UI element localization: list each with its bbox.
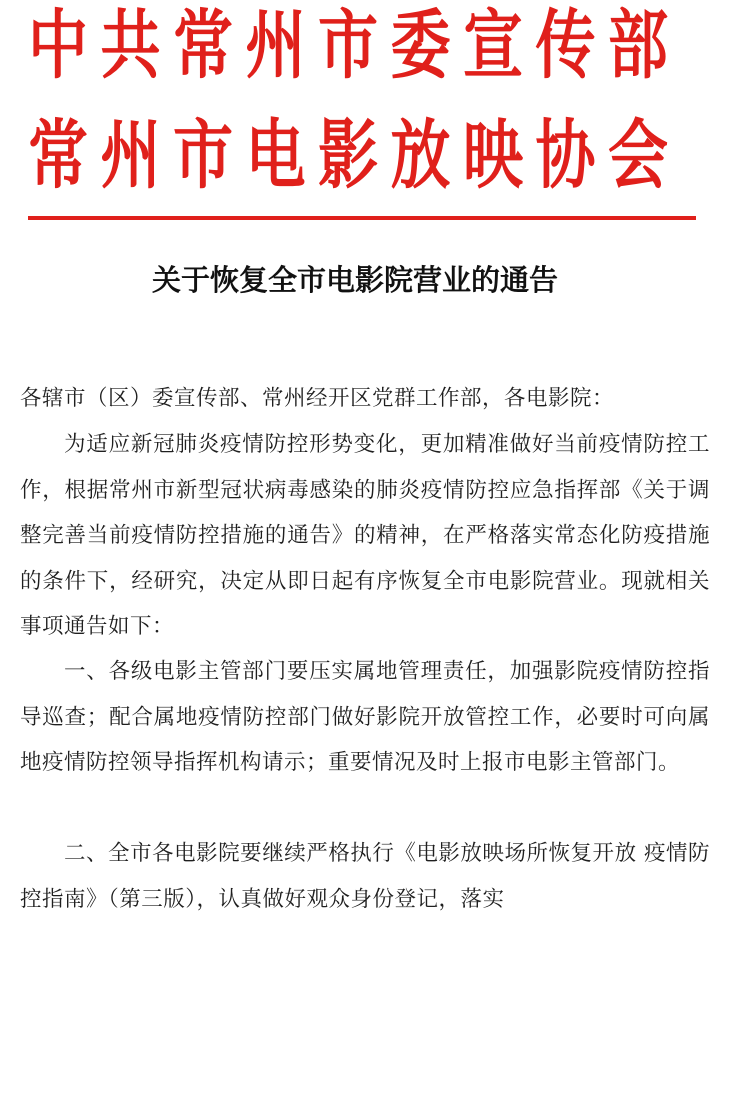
letterhead-char: 影: [318, 112, 378, 200]
letterhead-char: 宣: [463, 2, 523, 90]
letterhead-char: 会: [608, 112, 668, 200]
letterhead-line-2: [28, 112, 668, 200]
letterhead-char: 映: [463, 112, 523, 200]
letterhead-char: 委: [390, 2, 451, 90]
letterhead-char: 部: [608, 2, 668, 90]
letterhead-char: 共: [100, 2, 161, 90]
letterhead-char: 协: [535, 112, 596, 200]
letterhead-char: 州: [100, 112, 161, 200]
letterhead-line-1: [28, 2, 668, 90]
letterhead-char: 中: [28, 2, 88, 90]
letterhead-char: 市: [173, 112, 233, 200]
paragraph-item-1: 一、各级电影主管部门要压实属地管理责任，加强影院疫情防控指导巡查；配合属地疫情防控部门做好影院开放管控工作，必要时可向属地疫情防控领导指挥机构请示；重要情况及时上报市电影主管部门。: [20, 659, 710, 775]
letterhead-char: 放: [390, 112, 451, 200]
letterhead-char: 常: [173, 2, 233, 90]
letterhead-divider: [28, 216, 696, 220]
document-title: 关于恢复全市电影院营业的通告: [151, 263, 558, 297]
salutation: 各辖市（区）委宣传部、常州经开区党群工作部，各电影院：: [20, 386, 615, 411]
letterhead-char: 州: [245, 2, 306, 90]
letterhead-char: 传: [535, 2, 596, 90]
letterhead-char: 常: [28, 112, 88, 200]
letterhead-char: 电: [245, 112, 306, 200]
paragraph-intro: 为适应新冠肺炎疫情防控形势变化，更加精准做好当前疫情防控工作，根据常州市新型冠状病毒感染的肺炎疫情防控应急指挥部《关于调整完善当前疫情防控措施的通告》的精神，在严格落实常态化防疫措施的条件下，经研究，决定从即日起有序恢复全市电影院营业。现就相关事项通告如下：: [20, 432, 710, 639]
letterhead-char: 市: [318, 2, 378, 90]
paragraph-item-2: 二、全市各电影院要继续严格执行《电影放映场所恢复开放 疫情防控指南》（第三版），认真做好观众身份登记，落实: [20, 841, 710, 912]
